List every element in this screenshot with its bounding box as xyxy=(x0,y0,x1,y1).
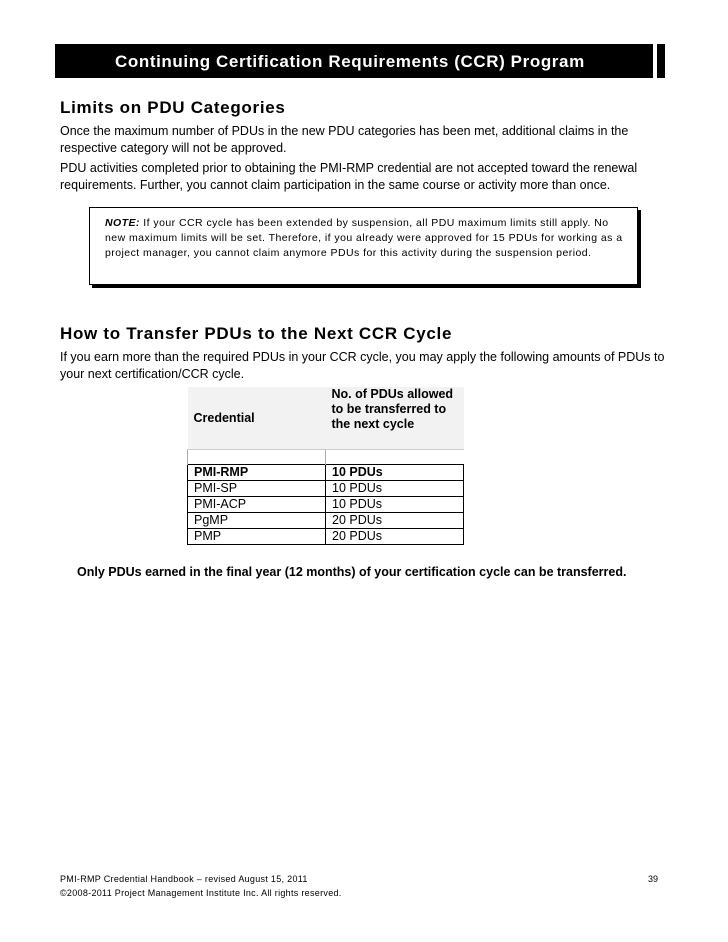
cell-pdus: 10 PDUs xyxy=(326,497,464,513)
cell-credential: PMI-SP xyxy=(188,481,326,497)
table-row xyxy=(188,465,464,481)
pdu-transfer-table xyxy=(187,387,464,545)
cell-pdus: 10 PDUs xyxy=(326,481,464,497)
cell-pdus: 20 PDUs xyxy=(326,513,464,529)
header-credential: Credential xyxy=(188,387,326,450)
cell-credential: PMI-ACP xyxy=(188,497,326,513)
cell-pdus: 20 PDUs xyxy=(326,529,464,545)
note-box xyxy=(89,207,638,285)
page-number: 39 xyxy=(648,874,659,884)
cell-pdus: 10 PDUs xyxy=(326,465,464,481)
header-pdus: No. of PDUs allowed to be transferred to the next cycle xyxy=(326,387,464,450)
cell-credential: PMI-RMP xyxy=(188,465,326,481)
section-heading-limits: Limits on PDU Categories xyxy=(60,98,286,117)
cell-credential: PgMP xyxy=(188,513,326,529)
table-row xyxy=(188,513,464,529)
banner-notch xyxy=(653,44,657,78)
limits-paragraph-2: PDU activities completed prior to obtaining the PMI-RMP credential are not accepted toward the renewal requirements. Further, you cannot claim participation in the same course or activity more than once. xyxy=(60,161,638,192)
closing-statement: Only PDUs earned in the final year (12 months) of your certification cycle can be transferred. xyxy=(77,565,627,579)
banner-title: Continuing Certification Requirements (CCR) Program xyxy=(115,52,585,71)
table-row xyxy=(188,529,464,545)
note-body: If your CCR cycle has been extended by suspension, all PDU maximum limits still apply. No new maximum limits will be set. Therefore, if you already were approved for 15 PDUs for working as a project manager, you cannot claim anymore PDUs for this activity during the suspension period. xyxy=(105,217,623,259)
table-row xyxy=(188,497,464,513)
table-row xyxy=(188,481,464,497)
table-spacer-row xyxy=(188,450,464,465)
limits-paragraph-1: Once the maximum number of PDUs in the new PDU categories has been met, additional claims in the respective category will not be approved. xyxy=(60,124,629,155)
transfer-paragraph: If you earn more than the required PDUs in your CCR cycle, you may apply the following amounts of PDUs to your next certification/CCR cycle. xyxy=(60,350,665,381)
section-heading-transfer: How to Transfer PDUs to the Next CCR Cycle xyxy=(60,324,453,343)
table-header-row xyxy=(188,387,464,450)
title-banner xyxy=(55,44,665,78)
note-label: NOTE: xyxy=(105,217,140,229)
note-text xyxy=(105,216,625,261)
footer-handbook-line: PMI-RMP Credential Handbook – revised August 15, 2011 xyxy=(60,874,308,884)
footer-copyright: ©2008-2011 Project Management Institute Inc. All rights reserved. xyxy=(60,888,342,898)
cell-credential: PMP xyxy=(188,529,326,545)
